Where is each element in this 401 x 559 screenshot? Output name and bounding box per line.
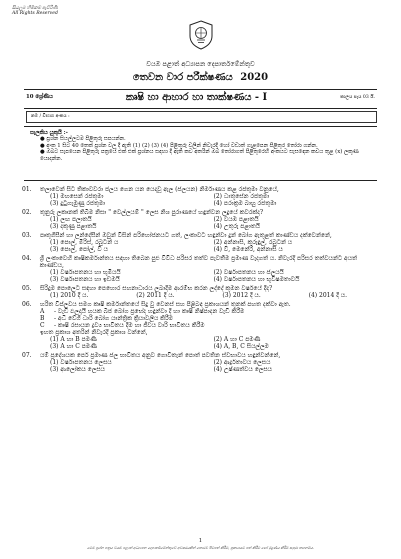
question-number: 07. [22, 352, 32, 359]
option: (4) වී, මෙනේරි, අන්නාසි ය [213, 246, 283, 253]
footer-note: මෙම ප්‍රශ්න පත්‍රය වයඹ පළාත් අධ්‍යාපන දෙපාර්තමේන්තුවේ අවසරයකින් තොරව පිටපත් කිරීම, ප්‍රකාශයට පත් කිරීම හෝ මුද්‍රණය කිරීම සපුරා තහනම්ය. [86, 546, 314, 550]
copyright-sinhala: සියලුම හිමිකම් ඇවිරිණි [12, 6, 58, 11]
option: (3) ආලෝකය ලෙසය [50, 366, 105, 373]
question-number: 06. [22, 301, 32, 308]
question-list [22, 186, 377, 375]
option: (2) වයඹ පළාතයි [213, 216, 259, 223]
option: (2) අන්නාසි, කුරුඳුල්, රබුටන් ය [213, 239, 293, 246]
option: (1) ලඟ පලාතයි [50, 216, 92, 223]
option: (1) වර්ෂාපතනය ලෙසය [50, 359, 112, 366]
option: (3) පොල්, පෝල්, වී ය [50, 246, 108, 253]
option: (2) ආර්ද්‍රතාවය ලෙසය [213, 359, 271, 366]
page-number: 1 [198, 538, 203, 544]
option: (2) 2011 දී ය. [136, 292, 175, 299]
duration-label: කාලය පැය 03 යි. [340, 94, 375, 100]
option: (4) පරාක්‍රම බාහු රජතුමා [213, 200, 277, 207]
divider-instructions [24, 180, 377, 181]
name-field-box[interactable] [26, 111, 377, 123]
question-3 [22, 232, 377, 253]
question-text: තුනුරු ලකෘනක් තිබීම නිසා " වෙල්ලයම් " ලෙස නිශ පුරාණයේ හඳුන්වන ලදුයේ කවරක්ද? [40, 209, 264, 216]
option: (3) දකුණු පළාතයි [50, 223, 97, 230]
statement-b: B - අධි වේගී ධාරි බෝග යාන්ත්‍රික ක්‍රියාවලිය කිරීම [40, 315, 173, 322]
question-7 [22, 352, 377, 373]
question-6 [22, 301, 377, 350]
grade-label: 10 ශ්‍රේණිය [26, 94, 53, 101]
question-2 [22, 209, 377, 230]
question-1 [22, 186, 377, 207]
option: (4) වර්ෂාපතනය හා භූවිෂමතාවයි [213, 276, 300, 283]
exam-title [0, 72, 401, 83]
department-name: වයඹ පළාත් අධ්‍යාපන දෙපාර්තමේන්තුව [146, 60, 255, 68]
instructions-heading: සැලකිය යුතුයි :- [30, 130, 68, 136]
copyright-english: All Rights Reserved [12, 11, 58, 17]
copyright-note [12, 6, 58, 17]
option: (3) 2012 දී ය. [222, 292, 261, 299]
question-number: 05. [22, 285, 32, 292]
option: (4) 2014 දී ය. [308, 292, 347, 299]
question-text: හරිත විප්ලවය සමග කෘෂි කර්මාන්තයේ සිදු වු වෙනස් සහ පිළිබඳ ප්‍රකාශයන් තුනක් පහත දක්වා ඇත. [40, 301, 291, 308]
question-number: 04. [22, 255, 32, 262]
name-field-label: නම / විභාග අංකය : [31, 114, 70, 119]
statement-c: C - කෘෂි රසායන ද්‍රව්‍ය භාවිතය දීම හා ජීවය වාරි භාවිතය කිරීම [40, 322, 205, 329]
option: (1) මහසෙන් රජතුමා [50, 193, 104, 200]
question-4 [22, 255, 377, 283]
question-prompt: ඉහත ප්‍රකාශ අතරින් නිවැරදි ප්‍රකාශ වන්නේ, [40, 329, 148, 336]
option: (2) ධාතුසේන රජතුමා [213, 193, 270, 200]
option: (3) වර්ෂාපතනය හා ඉඩමයි [50, 276, 120, 283]
provincial-crest-logo [188, 20, 214, 50]
question-number: 02. [22, 209, 32, 216]
subject-bar [26, 92, 375, 103]
option: (1) 2010 දී ය. [50, 292, 89, 299]
question-number: 03. [22, 232, 32, 239]
instructions [30, 130, 375, 162]
divider-name [24, 126, 377, 127]
statement-a: A - වැඩි ඵලදායී හයක බීජ බෝග ප්‍රභේද හඳුන්වා දී හා කෘෂි නිෂ්පාදන වැඩි කිරීම [40, 308, 245, 315]
exam-year: 2020 [240, 72, 269, 83]
instruction-item: ● අංක 1 සිට 40 තෙක් ප්‍රශ්න වල දී ඇති (1) (2) (3) (4) පිළිතුරු වලින් නිවැරදි හෝ වඩාත් ගැළපෙන පිළිතුර තෝරා ගන්න. [40, 142, 318, 149]
question-text: යම් ප්‍රදේශයක පෙර් ප්‍රමාණ ජල භාවිතය අනුව ගොවිතැන් පොත් පවතින ස්වභාවය හඳුන්වන්නේ, [40, 352, 281, 359]
instruction-item: ● ප්‍රශ්න සියල්ලටම පිළිතුරු සපයන්න. [40, 136, 126, 143]
option: (2) වර්ෂාපතනය හා ජලයයි [213, 269, 284, 276]
exam-name: තෙවන වාර පරීක්ෂණය [132, 72, 233, 83]
instruction-item: ● ඔබට සැපයෙන පිළිතුරු පත්‍රයේ එක් එක් ප්‍රශ්නය සඳහා දී ඇති කව අතරින් ඔබ තෝරාගත් පිළිතුරෙහි අංකයට සැසඳෙන කවය තුළ (x) ලකුණ යොදන්න. [40, 149, 359, 162]
option: (4) උතුරු පළාතයි [213, 223, 261, 230]
option: (2) A හා C පමණි [213, 336, 261, 343]
question-text: තලාවෙන් සිට තිකාවවරා ජලය ගෙන යන යෙදවූ ඇල (ජලයන) නිර්මාණය කළ රජතුමා වනුයේ, [40, 186, 279, 193]
option: (3) A හා C පමණි [50, 343, 97, 350]
option: (3) දුටුගැමුණු රජතුමා [50, 200, 106, 207]
option: (4) A, B, C සියල්ලම [213, 343, 269, 350]
option: (4) උෂ්ණත්වය ලෙසය [213, 366, 272, 373]
question-text: ශ්‍රී ලංකාවෙහි කෘෂිකර්මාන්තය සඳහා තිබෙන පුළු විවිධ පරිසර තත්ව පැවතීම ප්‍රමාණ වැදගත් ය. නිවැරදි පරිසර තත්වයන්ට අයත් කාණ්ඩය, [39, 255, 357, 269]
question-text: සිරිදුම පොලෙට සඳහා පෙහොර සහනාධාරය ලබාදීම ආරම්භ කරන ලද්දේ කුමන වර්ෂයේ දීද? [40, 285, 273, 292]
subject-title: කෘෂි හා ආහාර හා තාක්ෂණය - I [125, 92, 268, 103]
option: (1) A හා B පමණි [50, 336, 97, 343]
question-text: පෘතුගීසීන් හා ලන්දේසීන් ඔවුන් විසින් පරිහෝජනයට ගත්, ලංකාවට හඳුන්වා දුන් බෝග ඇතුළත් කාණ්ඩය දක්වෙන්නේ, [40, 232, 332, 239]
question-number: 01. [22, 186, 32, 193]
option: (1) පොල්, මිරිස්, රබුටන් ය [50, 239, 119, 246]
divider-top [24, 89, 377, 90]
divider-subject [24, 108, 377, 109]
question-5 [22, 285, 377, 299]
option: (1) වර්ෂාපතනය හා භූමියයි [50, 269, 121, 276]
